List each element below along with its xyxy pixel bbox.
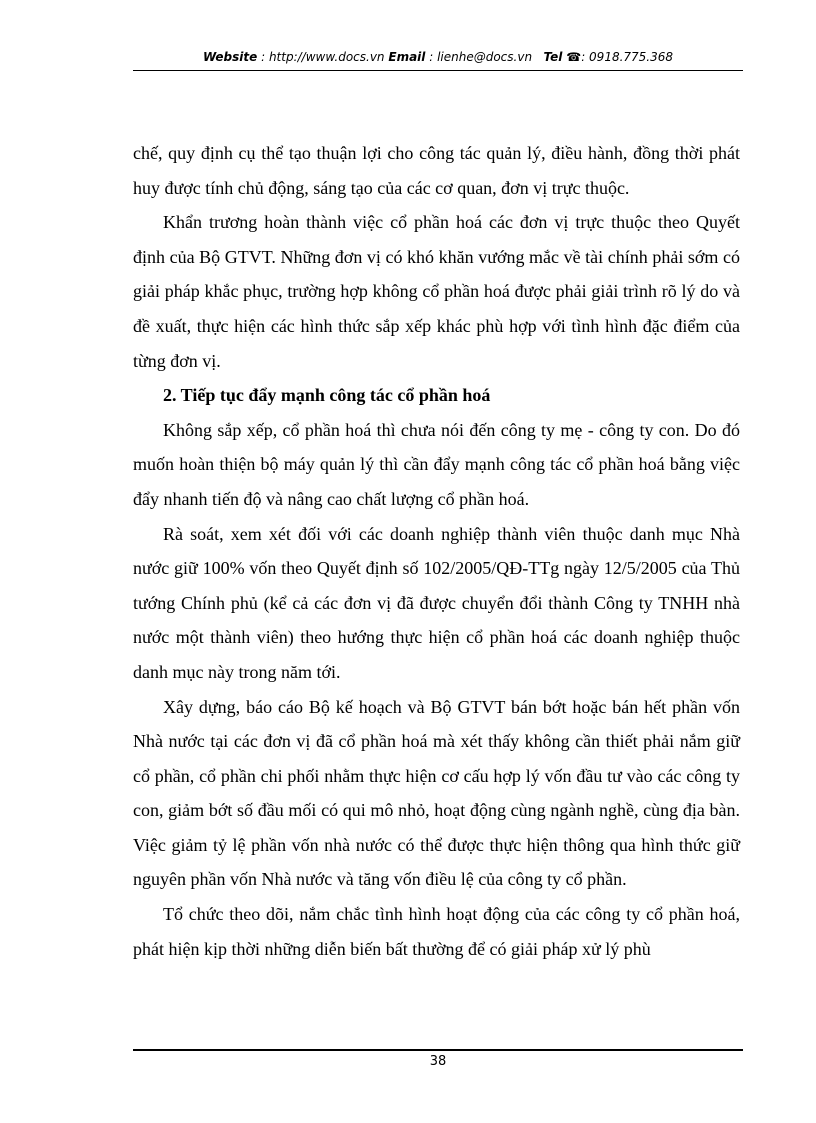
- paragraph-3: Không sắp xếp, cổ phần hoá thì chưa nói đến công ty mẹ - công ty con. Do đó muốn hoàn thiện bộ máy quản lý thì cần đẩy mạnh công tác cổ phần hoá bằng việc đẩy nhanh tiến độ và nâng cao chất lượng cổ phần hoá.: [133, 419, 740, 509]
- section-heading: 2. Tiếp tục đẩy mạnh công tác cổ phần hoá: [163, 385, 491, 406]
- page-header: [133, 50, 743, 64]
- paragraph-6: Tổ chức theo dõi, nắm chắc tình hình hoạt động của các công ty cổ phần hoá, phát hiện kịp thời những diễn biến bất thường để có giải pháp xử lý phù: [133, 904, 740, 959]
- tel-label: Tel: [543, 50, 563, 64]
- footer-divider: [133, 1049, 743, 1051]
- tel-number: : 0918.775.368: [581, 50, 674, 64]
- page-number: 38: [429, 1054, 447, 1069]
- paragraph-1: chế, quy định cụ thể tạo thuận lợi cho công tác quản lý, điều hành, đồng thời phát huy được tính chủ động, sáng tạo của các cơ quan, đơn vị trực thuộc.: [133, 143, 740, 198]
- email-separator: :: [425, 50, 438, 64]
- paragraph-2: Khẩn trương hoàn thành việc cổ phần hoá các đơn vị trực thuộc theo Quyết định của Bộ GTVT. Những đơn vị có khó khăn vướng mắc về tài chính phải sớm có giải pháp khắc phục, trường hợp không cổ phần hoá được phải giải trình rõ lý do và đề xuất, thực hiện các hình thức sắp xếp khác phù hợp với tình hình đặc điểm của từng đơn vị.: [133, 212, 740, 371]
- email-address[interactable]: lienhe@docs.vn: [437, 50, 533, 64]
- header-divider: [133, 70, 743, 71]
- phone-icon: ☎: [566, 50, 582, 64]
- website-label: Website: [202, 50, 258, 64]
- website-separator: :: [257, 50, 269, 64]
- paragraph-5: Xây dựng, báo cáo Bộ kế hoạch và Bộ GTVT bán bớt hoặc bán hết phần vốn Nhà nước tại các đơn vị đã cổ phần hoá mà xét thấy không cần thiết phải nắm giữ cổ phần, cổ phần chi phối nhằm thực hiện cơ cấu hợp lý vốn đầu tư vào các công ty con, giảm bớt số đầu mối có qui mô nhỏ, hoạt động cùng ngành nghề, cùng địa bàn. Việc giảm tỷ lệ phần vốn nhà nước có thể được thực hiện thông qua hình thức giữ nguyên phần vốn Nhà nước và tăng vốn điều lệ của công ty cổ phần.: [133, 696, 740, 890]
- document-body: [133, 136, 740, 966]
- email-label: Email: [388, 50, 426, 64]
- website-url[interactable]: http://www.docs.vn: [268, 50, 385, 64]
- paragraph-4: Rà soát, xem xét đối với các doanh nghiệp thành viên thuộc danh mục Nhà nước giữ 100% vốn theo Quyết định số 102/2005/QĐ-TTg ngày 12/5/2005 của Thủ tướng Chính phủ (kể cả các đơn vị đã được chuyển đổi thành Công ty TNHH nhà nước một thành viên) theo hướng thực hiện cổ phần hoá các doanh nghiệp thuộc danh mục này trong năm tới.: [133, 523, 740, 682]
